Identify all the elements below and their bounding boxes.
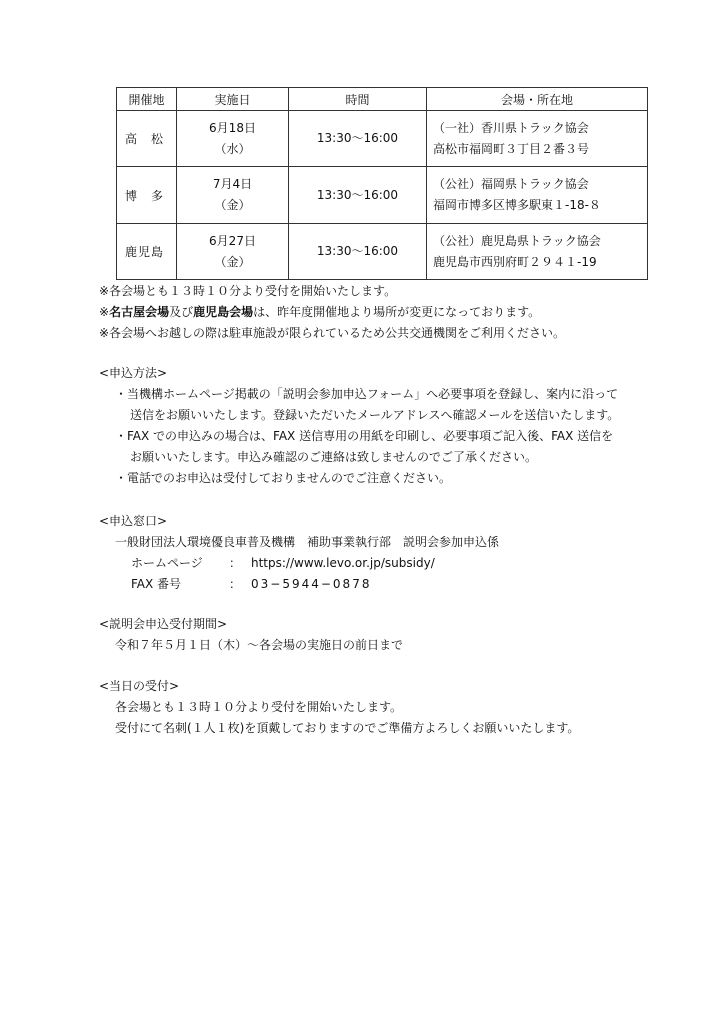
- venue-address: 鹿児島市西別府町２９４１-19: [433, 254, 597, 269]
- section-heading: <説明会申込受付期間>: [99, 617, 228, 631]
- date-cell: [177, 224, 289, 280]
- header-venue: 会場・所在地: [427, 88, 648, 111]
- bullet-line: ・FAX での申込みの場合は、FAX 送信専用の用紙を印刷し、必要事項ご記入後、FAX 送信を: [115, 429, 614, 443]
- bullet-line: ・当機構ホームページ掲載の「説明会参加申込フォーム」へ必要事項を登録し、案内に沿って: [115, 387, 619, 401]
- homepage-url[interactable]: https://www.levo.or.jp/subsidy/: [251, 556, 435, 570]
- note-reception: ※各会場とも１３時１０分より受付を開始いたします。: [99, 284, 397, 298]
- date-cell: [177, 111, 289, 167]
- section-heading: <申込窓口>: [99, 514, 168, 528]
- date-weekday: （金）: [214, 198, 251, 212]
- note-parking: ※各会場へお越しの際は駐車施設が限られているため公共交通機関をご利用ください。: [99, 326, 566, 340]
- date-day: 6月27日: [209, 233, 256, 248]
- table-row: [117, 224, 648, 280]
- homepage-label: ホームページ: [131, 556, 203, 570]
- place-cell: 高 松: [117, 111, 177, 167]
- venue-address: 福岡市博多区博多駅東１-18-８: [433, 198, 601, 212]
- note-bold-nagoya: 名古屋会場: [109, 305, 170, 319]
- bullet-web: [99, 384, 619, 426]
- bullet-line: 送信をお願いいたします。登録いただいたメールアドレスへ確認メールを送信いたします。: [130, 408, 620, 422]
- venue-address: 高松市福岡町３丁目２番３号: [433, 141, 590, 156]
- date-day: 6月18日: [209, 120, 256, 135]
- notes-block: [99, 281, 565, 344]
- homepage-row: [99, 553, 499, 574]
- venue-cell: [427, 111, 648, 167]
- bullet-line: お願いいたします。申込み確認のご連絡は致しませんのでご了承ください。: [130, 450, 538, 464]
- note-conjunction: 及び: [169, 305, 194, 319]
- table-row: [117, 167, 648, 224]
- note-venue-change: [99, 302, 565, 323]
- date-weekday: （金）: [214, 254, 251, 269]
- date-day: 7月4日: [212, 177, 253, 191]
- bullet-phone: ・電話でのお申込は受付しておりませんのでご注意ください。: [115, 471, 452, 485]
- time-cell: 13:30〜16:00: [289, 167, 427, 224]
- contact-section: [99, 511, 499, 595]
- fax-label: FAX 番号: [131, 577, 182, 591]
- venue-name: （公社）福岡県トラック協会: [433, 177, 589, 191]
- date-cell: [177, 167, 289, 224]
- header-date: 実施日: [177, 88, 289, 111]
- header-place: 開催地: [117, 88, 177, 111]
- reception-line: 受付にて名刺(１人１枚)を頂戴しておりますのでご準備方よろしくお願いいたします。: [115, 721, 580, 735]
- note-change-text: は、昨年度開催地より場所が変更になっております。: [253, 305, 541, 319]
- table-row: [117, 111, 648, 167]
- fax-number: 03−5944−0878: [251, 577, 372, 591]
- bullet-fax: [99, 426, 619, 468]
- place-cell: 博 多: [117, 167, 177, 224]
- time-cell: 13:30〜16:00: [289, 111, 427, 167]
- period-text: 令和７年５月１日（木）〜各会場の実施日の前日まで: [115, 638, 404, 652]
- header-time: 時間: [289, 88, 427, 111]
- fax-row: [99, 574, 499, 595]
- colon: ：: [229, 577, 242, 591]
- schedule-table: [116, 87, 648, 280]
- venue-name: （一社）香川県トラック協会: [433, 120, 589, 135]
- table-header-row: [117, 88, 648, 111]
- venue-name: （公社）鹿児島県トラック協会: [433, 233, 601, 248]
- date-weekday: （水）: [214, 141, 251, 156]
- colon: ：: [229, 556, 242, 570]
- section-heading: <当日の受付>: [99, 679, 180, 693]
- section-heading: <申込方法>: [99, 366, 168, 380]
- note-bold-kagoshima: 鹿児島会場: [193, 305, 254, 319]
- venue-cell: [427, 224, 648, 280]
- same-day-reception-section: [99, 676, 579, 739]
- contact-organization: 一般財団法人環境優良車普及機構 補助事業執行部 説明会参加申込係: [115, 535, 500, 549]
- time-cell: 13:30〜16:00: [289, 224, 427, 280]
- reception-line: 各会場とも１３時１０分より受付を開始いたします。: [115, 700, 403, 714]
- application-period-section: [99, 614, 403, 656]
- place-cell: 鹿児島: [117, 224, 177, 280]
- venue-cell: [427, 167, 648, 224]
- apply-method-section: [99, 363, 619, 489]
- note-mark: ※: [99, 305, 110, 319]
